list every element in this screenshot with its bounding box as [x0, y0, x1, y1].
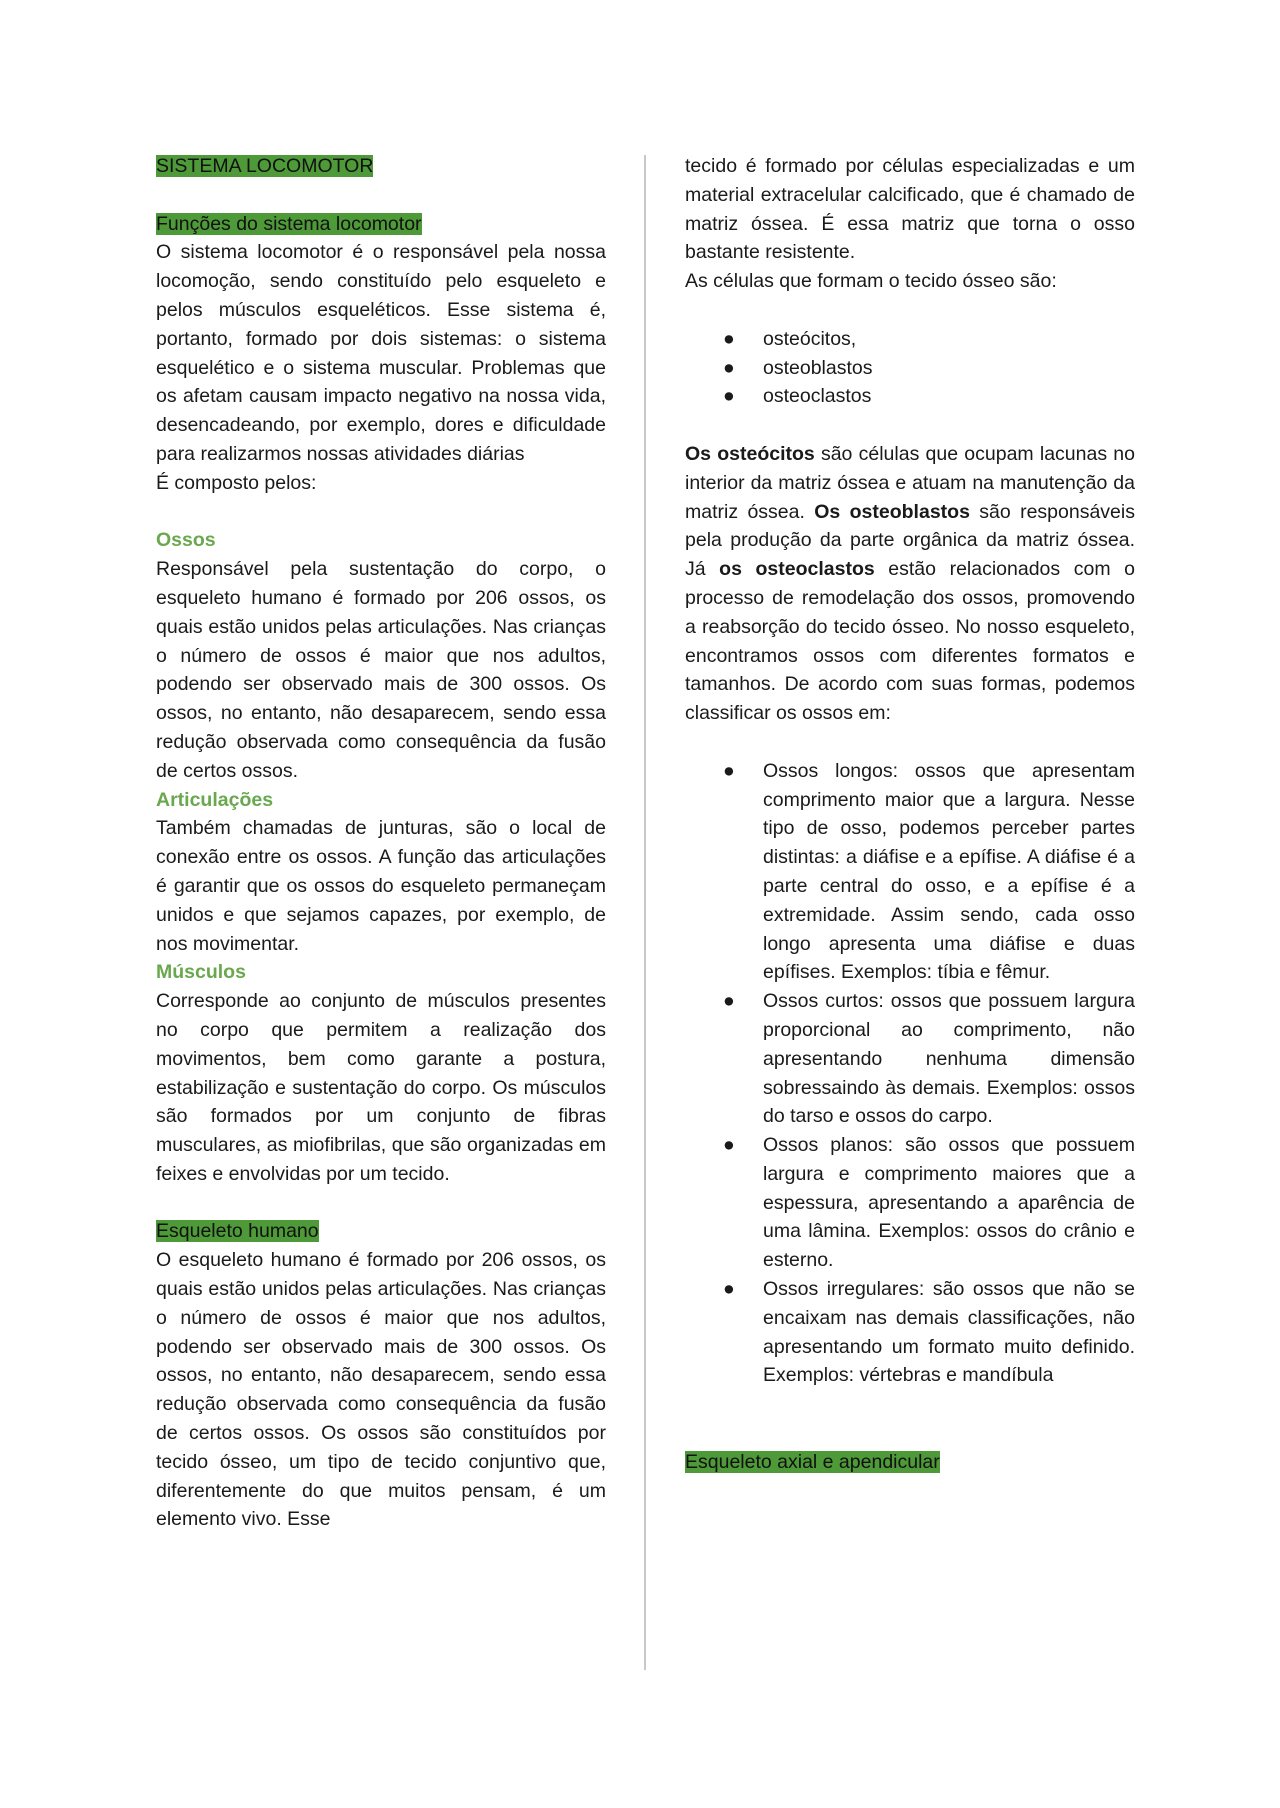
- musculos-paragraph: Corresponde ao conjunto de músculos presentes no corpo que permitem a realização dos movimentos, bem como garante a postura, estabilização e sustentação do corpo. Os músculos são formados por um conjunto de fibras musculares, as miofibrilas, que são organizadas em feixes e envolvidas por um tecido.: [156, 990, 606, 1185]
- bullet-icon: ●: [723, 327, 735, 350]
- bullet-icon: ●: [723, 385, 735, 408]
- celulas-intro: As células que formam o tecido ósseo são:: [685, 270, 1057, 293]
- list-item: ● Ossos longos: ossos que apresentam comprimento maior que a largura. Nesse tipo de osso, podemos perceber partes distintas: a diáfise e a epífise. A diáfise é a parte central do osso, e a epífise é a extremidade. Assim sendo, cada osso longo apresenta uma diáfise e duas epífises. Exemplos: tíbia e fêmur.: [685, 757, 1135, 987]
- bullet-icon: ●: [723, 1134, 735, 1157]
- list-item: ● osteócitos,: [685, 325, 1135, 354]
- ossos-paragraph: Responsável pela sustentação do corpo, o esqueleto humano é formado por 206 ossos, os quais estão unidos pelas articulações. Nas crianças o número de ossos é maior que nos adultos, podendo ser observado mais de 300 ossos. Os ossos, no entanto, não desaparecem, sendo essa redução observada como consequência da fusão de certos ossos.: [156, 558, 606, 782]
- list-item: ● osteoclastos: [685, 382, 1135, 411]
- document-title: SISTEMA LOCOMOTOR: [156, 155, 374, 177]
- osteo-paragraph: Os osteócitos são células que ocupam lacunas no interior da matriz óssea e atuam na manutenção da matriz óssea. Os osteoblastos são responsáveis pela produção da parte orgânica da matriz óssea. Já os osteoclastos estão relacionados com o processo de remodelação dos ossos, promovendo a reabsorção do tecido ósseo. No nosso esqueleto, encontramos ossos com diferentes formatos e tamanhos. De acordo com suas formas, podemos classificar os ossos em:: [685, 442, 1135, 725]
- right-column: [685, 152, 1135, 1477]
- list-item: ● Ossos curtos: ossos que possuem largura proporcional ao comprimento, não apresentando nenhuma dimensão sobressaindo às demais. Exemplos: ossos do tarso e ossos do carpo.: [685, 987, 1135, 1131]
- bullet-icon: ●: [723, 1278, 735, 1301]
- articulacoes-heading: Articulações: [156, 788, 274, 811]
- funcoes-heading: Funções do sistema locomotor: [156, 212, 422, 235]
- left-column: [156, 152, 606, 1534]
- cell-types-list: [685, 325, 1135, 411]
- bone-types-list: [685, 757, 1135, 1391]
- axial-heading: Esqueleto axial e apendicular: [685, 1450, 940, 1473]
- list-item: ● Ossos irregulares: são ossos que não se encaixam nas demais classificações, não apresentando um formato muito definido. Exemplos: vértebras e mandíbula: [685, 1275, 1135, 1390]
- list-item: ● osteoblastos: [685, 354, 1135, 383]
- esqueleto-heading: Esqueleto humano: [156, 1220, 319, 1243]
- bullet-icon: ●: [723, 759, 735, 782]
- column-divider: [644, 155, 646, 1670]
- articulacoes-paragraph: Também chamadas de junturas, são o local de conexão entre os ossos. A função das articulações é garantir que os ossos do esqueleto permaneçam unidos e que sejamos capazes, por exemplo, de nos movimentar.: [156, 817, 606, 955]
- bullet-icon: ●: [723, 356, 735, 379]
- bullet-icon: ●: [723, 990, 735, 1013]
- ossos-heading: Ossos: [156, 529, 216, 552]
- musculos-heading: Músculos: [156, 961, 246, 984]
- funcoes-paragraph: O sistema locomotor é o responsável pela nossa locomoção, sendo constituído pelo esqueleto e pelos músculos esqueléticos. Esse sistema é, portanto, formado por dois sistemas: o sistema esquelético e o sistema muscular. Problemas que os afetam causam impacto negativo na nossa vida, desencadeando, por exemplo, dores e dificuldade para realizarmos nossas atividades diárias: [156, 241, 606, 465]
- tecido-paragraph: tecido é formado por células especializadas e um material extracelular calcificado, que é chamado de matriz óssea. É essa matriz que torna o osso bastante resistente.: [685, 155, 1135, 264]
- esqueleto-paragraph: O esqueleto humano é formado por 206 ossos, os quais estão unidos pelas articulações. Nas crianças o número de ossos é maior que nos adultos, podendo ser observado mais de 300 ossos. Os ossos, no entanto, não desaparecem, sendo essa redução observada como consequência da fusão de certos ossos. Os ossos são constituídos por tecido ósseo, um tipo de tecido conjuntivo que, diferentemente do que muitos pensam, é um elemento vivo. Esse: [156, 1249, 606, 1531]
- composto-line: É composto pelos:: [156, 471, 317, 494]
- list-item: ● Ossos planos: são ossos que possuem largura e comprimento maiores que a espessura, apresentando a aparência de uma lâmina. Exemplos: ossos do crânio e esterno.: [685, 1131, 1135, 1275]
